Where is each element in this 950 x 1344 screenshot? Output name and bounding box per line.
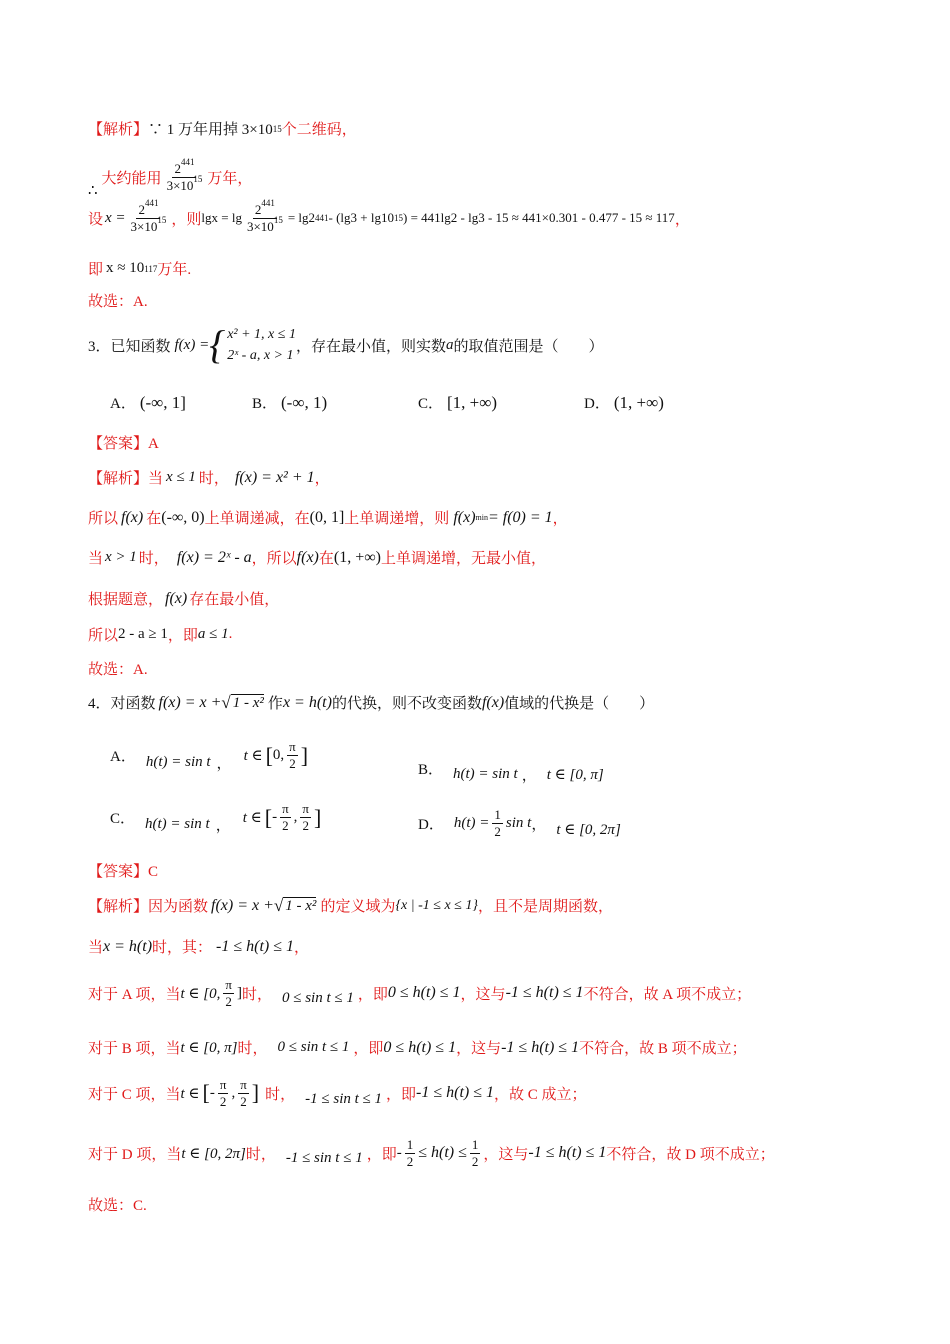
- log-formula: = lg2: [287, 210, 316, 226]
- math-expression: -1 ≤ sin t ≤ 1: [285, 1149, 363, 1166]
- q4-solution-item-d: [88, 1138, 775, 1168]
- math-expression: 0 ≤ sin t ≤ 1: [277, 1039, 350, 1055]
- math-expression: = f(0) = 1: [487, 508, 553, 526]
- denominator: 2: [494, 824, 501, 839]
- solution-text: ，: [294, 940, 310, 956]
- fraction: [238, 1078, 249, 1108]
- math-expression: 0 ≤ sin t ≤ 1: [281, 989, 354, 1006]
- math-expression: f(x) =: [174, 336, 210, 353]
- fraction: [223, 978, 234, 1008]
- analysis-text: 即: [88, 262, 104, 278]
- solution-text: ，这与: [456, 1041, 502, 1057]
- q4-conclusion: 故选：C.: [88, 1198, 147, 1214]
- question-text: 作: [267, 696, 283, 712]
- math-expression: f(x) = x² + 1: [234, 468, 315, 486]
- math-expression: -1 ≤ sin t ≤ 1: [305, 1090, 383, 1107]
- question-text: ，存在最小值，则实数: [295, 338, 446, 355]
- math-expression: 0 ≤ h(t) ≤ 1: [383, 1038, 457, 1056]
- q4-solution-item-c: 对于 C 项，当 t ∈ [ - $\frac{\pi}{2}$ , $\frac{\pi}{2}$ ] 时， -1 ≤ sin t ≤ 1 ，即 -1 ≤ h(t) ≤ 1 ，故 C 成立；: [88, 1077, 587, 1109]
- q4-solution-line-2: [88, 936, 309, 957]
- prev-analysis-line-4: 即 x ≈ 10 117 万年.: [88, 260, 192, 278]
- math-var: a: [445, 336, 454, 353]
- option-domain: t ∈: [242, 810, 262, 826]
- numerator: 2: [174, 161, 181, 177]
- fraction: [300, 802, 311, 832]
- fraction: [165, 157, 205, 193]
- option-domain: t ∈ [0, 2π]: [556, 822, 621, 838]
- exponent: 441: [144, 198, 159, 208]
- option-label: D．: [584, 396, 610, 412]
- solution-text: ，: [314, 471, 330, 487]
- solution-text: 所以: [88, 511, 119, 527]
- solution-text: ，即: [353, 1041, 384, 1057]
- denominator: 2: [289, 756, 296, 771]
- solution-text: ，故 C 成立；: [494, 1086, 587, 1103]
- q3-option-a[interactable]: [110, 392, 186, 413]
- fraction: [218, 1078, 229, 1108]
- solution-text: 存在最小值，: [189, 592, 280, 608]
- denominator: 2: [219, 1093, 227, 1109]
- log-formula: - (lg3 + lg10: [328, 210, 394, 226]
- numerator: 1: [471, 1137, 479, 1152]
- sqrt-symbol: √: [221, 692, 231, 712]
- solution-text: .: [228, 626, 233, 642]
- q3-solution-line-2: 所以 f(x) 在 (-∞, 0) 上单调递减，在 (0, 1] 上单调递增，则 f(x) min = f(0) = 1 ，: [88, 508, 568, 527]
- option-function: h(t) = sin t: [453, 766, 518, 782]
- math-expression: t ∈: [180, 1085, 200, 1102]
- solution-text: 上单调递增，无最小值，: [380, 551, 546, 567]
- solution-text: 根据题意，: [88, 592, 164, 608]
- q3-option-c[interactable]: [418, 392, 497, 413]
- solution-text: 时，: [265, 1086, 296, 1103]
- question-text: 的取值范围是（ ）: [453, 338, 604, 355]
- analysis-text: 大约能用: [101, 171, 162, 187]
- numerator: π: [219, 1077, 227, 1092]
- math-expression: 0 ≤ h(t) ≤ 1: [387, 984, 461, 1002]
- q4-answer: 【答案】C: [88, 864, 159, 880]
- solution-text: 上单调递增，则: [344, 511, 450, 527]
- exponent: 15: [273, 214, 283, 225]
- math-expression: t ∈ [0,: [180, 985, 221, 1002]
- fraction: [287, 740, 298, 770]
- question-number: 4．对函数: [88, 696, 156, 712]
- radicand: 1 - x²: [285, 897, 317, 914]
- radicand: 1 - x²: [232, 694, 264, 711]
- solution-text: ，这与: [483, 1146, 529, 1163]
- denominator: 2: [282, 818, 289, 833]
- solution-text: 所以: [88, 628, 119, 644]
- math-expression: f(x): [296, 548, 319, 566]
- math-expression: f(x) = x +: [211, 896, 274, 914]
- solution-text: ，即: [167, 628, 198, 644]
- q4-solution-item-a: [88, 978, 751, 1008]
- option-label: A．: [110, 396, 136, 412]
- math-expression: 2 - a ≥ 1: [118, 626, 168, 642]
- option-domain: t ∈ [0, π]: [546, 767, 604, 783]
- option-function: sin t: [505, 815, 532, 831]
- numerator: π: [302, 801, 309, 817]
- question-4-stem: [88, 692, 654, 713]
- math-expression: x = h(t): [103, 937, 153, 955]
- option-function: h(t) = sin t: [145, 816, 210, 832]
- math-expression: -1 ≤ h(t) ≤ 1: [216, 937, 295, 955]
- minus-sign: -: [396, 1144, 402, 1161]
- question-3-stem: [88, 324, 604, 366]
- math-expression: f(x) = 2ˣ - a: [176, 548, 252, 566]
- math-expression: a ≤ 1: [197, 626, 229, 642]
- question-number: 3．已知函数: [88, 338, 171, 355]
- q3-conclusion: 故选：A.: [88, 662, 148, 678]
- solution-text: 在: [318, 551, 334, 567]
- numerator: 1: [406, 1137, 414, 1152]
- numerator: 2: [138, 202, 145, 217]
- solution-text: 时，: [138, 551, 169, 567]
- option-value: (-∞, 1): [281, 392, 328, 412]
- piece-row: 2ˣ - a, x > 1: [227, 348, 294, 363]
- math-expression: t ∈ [0, 2π]: [181, 1145, 246, 1162]
- math-expression: x ≈ 10: [106, 260, 145, 276]
- prev-analysis-line-2: [88, 155, 252, 200]
- math-expression: -1 ≤ h(t) ≤ 1: [501, 1038, 580, 1056]
- exponent: 15: [193, 174, 203, 184]
- prev-analysis-line-3: 设 x = $\frac{2^{441}}{3\times 10^{15}}$ ，则 lgx = lg $\frac{2^{441}}{3\times 10^{15}}$ = lg2 441 - (lg3 + lg10 15 ) = 441lg2 - lg3 - 15 ≈ 441×0.301 - 0.477 - 15 ≈ 117 ，: [88, 198, 690, 234]
- q4-option-a[interactable]: A． h(t) = sin t ， t ∈ [ 0 , $\frac{\pi}{2}$ ]: [110, 739, 309, 772]
- option-value: [1, +∞): [447, 392, 498, 412]
- solution-text: 当: [88, 940, 104, 956]
- numerator: π: [289, 739, 296, 755]
- solution-text: 时，: [198, 471, 229, 487]
- q3-answer: 【答案】A: [88, 436, 159, 452]
- q4-solution-item-b: [88, 1037, 747, 1058]
- exponent: 15: [157, 214, 167, 225]
- piecewise-function: { x² + 1, x ≤ 1 2ˣ - a, x > 1: [209, 322, 296, 367]
- log-formula: lgx = lg: [201, 210, 242, 226]
- solution-text: 不符合，故 A 项不成立；: [583, 986, 752, 1003]
- interval: (1, +∞): [333, 548, 381, 566]
- math-expression: f(x): [165, 589, 188, 607]
- option-label: B．: [418, 762, 444, 778]
- fraction: [129, 198, 169, 234]
- option-function: h(t) = sin t: [145, 754, 211, 770]
- analysis-tag: 【解析】: [88, 899, 149, 915]
- prev-analysis-conclusion: 故选：A.: [88, 294, 148, 310]
- solution-text: 上单调递减，在: [204, 511, 310, 527]
- math-expression: -1 ≤ h(t) ≤ 1: [505, 984, 584, 1002]
- solution-text: 的定义域为: [320, 899, 396, 915]
- math-expression: -1 ≤ h(t) ≤ 1: [528, 1144, 607, 1162]
- solution-text: 当: [88, 551, 104, 567]
- option-function: h(t) =: [453, 815, 490, 831]
- denominator: 3×10: [246, 218, 274, 234]
- minus-sign: -: [209, 1084, 215, 1101]
- analysis-text: 万年，: [207, 171, 253, 187]
- solution-text: 不符合，故 B 项不成立；: [579, 1041, 747, 1057]
- q3-option-d[interactable]: [584, 392, 664, 413]
- fraction: [492, 808, 503, 838]
- denominator: 2: [240, 1093, 247, 1109]
- fraction: [245, 198, 285, 234]
- domain-value: 0: [272, 747, 281, 763]
- math-expression: x = h(t): [282, 693, 332, 711]
- analysis-tag: 【解析】: [88, 122, 149, 138]
- analysis-text: ∵ 1 万年用掉 3×10: [148, 122, 273, 138]
- numerator: 1: [494, 807, 501, 823]
- denominator: 2: [302, 818, 309, 833]
- solution-text: 对于 D 项，当: [88, 1146, 182, 1163]
- solution-text: 时，其：: [152, 940, 213, 956]
- fraction: [405, 1138, 416, 1168]
- denominator: 3×10: [166, 178, 194, 193]
- math-expression: x ≤ 1: [166, 469, 196, 485]
- denominator: 2: [225, 993, 232, 1009]
- analysis-text: ，则: [171, 211, 202, 228]
- sqrt-symbol: √: [273, 895, 284, 915]
- analysis-text: ，: [674, 211, 690, 228]
- solution-text: ，: [552, 511, 568, 527]
- domain-set: {x | -1 ≤ x ≤ 1}: [395, 897, 478, 913]
- q4-solution-line-1: [88, 895, 613, 916]
- q3-solution-line-3: [88, 547, 546, 568]
- solution-text: ，所以: [251, 551, 297, 567]
- analysis-text: 万年.: [157, 262, 192, 278]
- solution-text: ，这与: [460, 986, 506, 1003]
- solution-text: 对于 A 项，当: [88, 986, 181, 1003]
- numerator: π: [225, 977, 232, 992]
- exponent: 441: [180, 157, 195, 168]
- math-expression: f(x): [453, 508, 476, 526]
- option-label: C．: [110, 811, 136, 827]
- q4-option-d[interactable]: D． h(t) = $\frac{1}{2}$ sin t ， t ∈ [0, 2π]: [418, 807, 621, 839]
- solution-text: 对于 C 项，当: [88, 1086, 181, 1103]
- math-expression: x > 1: [105, 549, 137, 565]
- option-value: (1, +∞): [613, 392, 664, 412]
- analysis-text: 个二维码，: [281, 122, 357, 138]
- math-expression: ≤ h(t) ≤: [418, 1144, 467, 1162]
- denominator: 2: [471, 1153, 479, 1169]
- option-label: C．: [418, 396, 444, 412]
- numerator: π: [282, 801, 289, 817]
- q3-solution-line-5: [88, 624, 232, 645]
- solution-text: ，即: [366, 1146, 397, 1163]
- question-text: 值域的代换是（ ）: [504, 696, 655, 712]
- solution-text: ，且不是周期函数，: [477, 899, 613, 915]
- math-expression: f(x): [121, 508, 144, 526]
- math-expression: -1 ≤ h(t) ≤ 1: [416, 1084, 495, 1102]
- solution-text: 因为函数: [148, 899, 209, 915]
- option-label: A．: [110, 749, 136, 765]
- q3-option-b[interactable]: [252, 392, 327, 413]
- denominator: 2: [406, 1153, 414, 1169]
- solution-text: ，即: [386, 1086, 417, 1103]
- interval: (-∞, 0): [161, 508, 205, 526]
- q4-option-b[interactable]: B． h(t) = sin t ， t ∈ [0, π]: [418, 752, 604, 785]
- minus-sign: -: [272, 809, 278, 825]
- exponent: 441: [261, 198, 275, 208]
- option-domain: t ∈: [243, 748, 263, 764]
- analysis-text: 设: [88, 211, 104, 228]
- analysis-tag: 【解析】: [88, 471, 149, 487]
- solution-text: ，即: [357, 986, 388, 1003]
- option-label: D．: [418, 817, 444, 833]
- math-var: x =: [105, 209, 126, 226]
- piece-row: x² + 1, x ≤ 1: [227, 327, 296, 342]
- math-expression: t ∈ [0, π]: [180, 1040, 238, 1056]
- therefore-symbol: ∴: [88, 183, 98, 199]
- option-label: B．: [252, 396, 278, 412]
- solution-text: 时，: [245, 1146, 276, 1163]
- denominator: 3×10: [130, 218, 158, 234]
- fraction: [280, 802, 291, 832]
- log-formula: ) = 441lg2 - lg3 - 15 ≈ 441×0.301 - 0.477 - 15 ≈ 117: [402, 210, 675, 226]
- option-value: (-∞, 1]: [139, 392, 186, 412]
- math-expression: f(x) = x +: [158, 693, 222, 711]
- numerator: π: [240, 1077, 247, 1092]
- bracket: ]: [236, 984, 242, 1001]
- q3-solution-line-1: [88, 467, 330, 488]
- solution-text: 时，: [241, 986, 272, 1003]
- solution-text: 对于 B 项，当: [88, 1041, 181, 1057]
- prev-analysis-line-1: 【解析】 ∵ 1 万年用掉 3×10 15 个二维码，: [88, 118, 357, 139]
- solution-text: 不符合，故 D 项不成立；: [606, 1146, 775, 1163]
- q3-solution-line-4: [88, 588, 279, 609]
- question-text: 的代换，则不改变函数: [331, 696, 482, 712]
- solution-text: 当: [148, 471, 164, 487]
- math-expression: f(x): [481, 693, 505, 711]
- fraction: [470, 1138, 481, 1168]
- numerator: 2: [254, 202, 262, 217]
- interval: (0, 1]: [309, 508, 345, 526]
- solution-text: 时，: [237, 1041, 268, 1057]
- q4-option-c[interactable]: C． h(t) = sin t ， t ∈ [ - $\frac{\pi}{2}$ , $\frac{\pi}{2}$ ]: [110, 801, 322, 834]
- solution-text: 在: [146, 511, 162, 527]
